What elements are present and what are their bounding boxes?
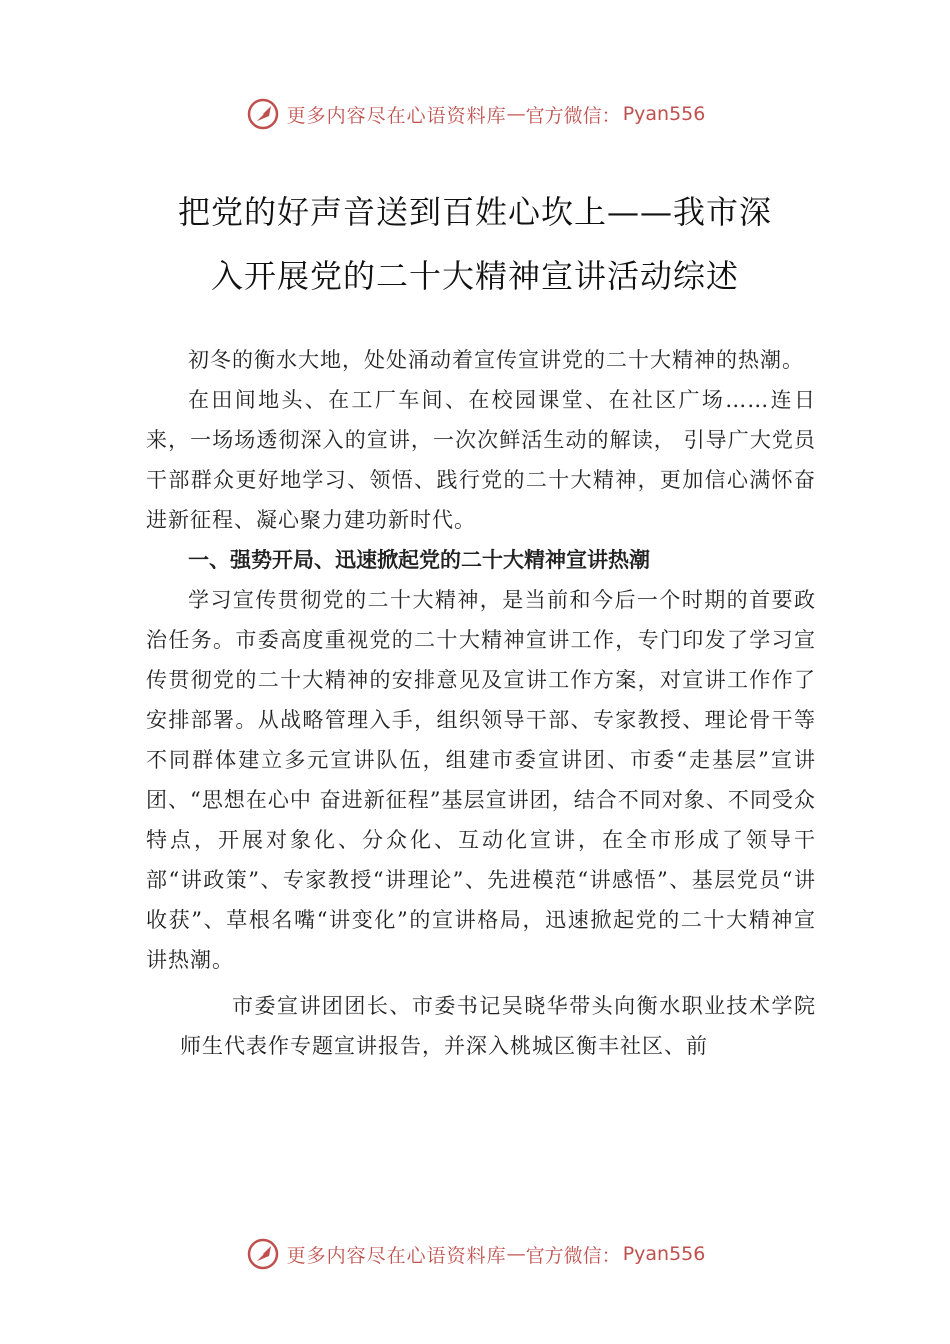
paragraph-scenes: 在田间地头、在工厂车间、在校园课堂、在社区广场……连日来，一场场透彻深入的宣讲，一次次鲜活生动的解读， 引导广大党员干部群众更好地学习、领悟、践行党的二十大精神，更加信心满怀奋进新征程、凝心聚力建功新时代。	[146, 388, 816, 532]
watermark-label: 官方微信：	[525, 104, 621, 127]
paragraph-section-1: 学习宣传贯彻党的二十大精神，是当前和今后一个时期的首要政治任务。市委高度重视党的二十大精神宣讲工作，专门印发了学习宣传贯彻党的二十大精神的安排意见及宣讲工作方案，对宣讲工作作了安排部署。从战略管理入手，组织领导干部、专家教授、理论骨干等不同群体建立多元宣讲队伍，组建市委宣讲团、市委“走基层”宣讲团、“思想在心中 奋进新征程”基层宣讲团，结合不同对象、不同受众特点，开展对象化、分众化、互动化宣讲，在全市形成了领导干部“讲政策”、专家教授“讲理论”、先进模范“讲感悟”、基层党员“讲收获”、草根名嘴“讲变化”的宣讲格局，迅速掀起党的二十大精神宣讲热潮。	[146, 588, 816, 972]
watermark-dash: —	[506, 1243, 526, 1265]
quill-logo-icon	[245, 1236, 281, 1272]
watermark-label: 官方微信：	[525, 1244, 621, 1267]
watermark-banner-top	[0, 96, 950, 132]
watermark-dash: —	[506, 103, 526, 125]
document-title	[120, 180, 830, 308]
document-body	[146, 340, 816, 1066]
paragraph-intro: 初冬的衡水大地，处处涌动着宣传宣讲党的二十大精神的热潮。	[188, 348, 804, 372]
watermark-code: Pyan556	[622, 103, 706, 125]
watermark-banner-bottom	[0, 1236, 950, 1272]
watermark-brand: 更多内容尽在心语资料库	[286, 104, 507, 127]
watermark-brand: 更多内容尽在心语资料库	[286, 1244, 507, 1267]
paragraph-leader: 市委宣讲团团长、市委书记吴晓华带头向衡水职业技术学院师生代表作专题宣讲报告，并深入桃城区衡丰社区、前	[180, 994, 816, 1058]
title-line-1: 把党的好声音送到百姓心坎上——我市深	[177, 193, 772, 231]
watermark-code: Pyan556	[622, 1243, 706, 1265]
quill-logo-icon	[245, 96, 281, 132]
section-heading-1: 一、强势开局、迅速掀起党的二十大精神宣讲热潮	[188, 548, 650, 572]
title-line-2: 入开展党的二十大精神宣讲活动综述	[210, 257, 739, 295]
